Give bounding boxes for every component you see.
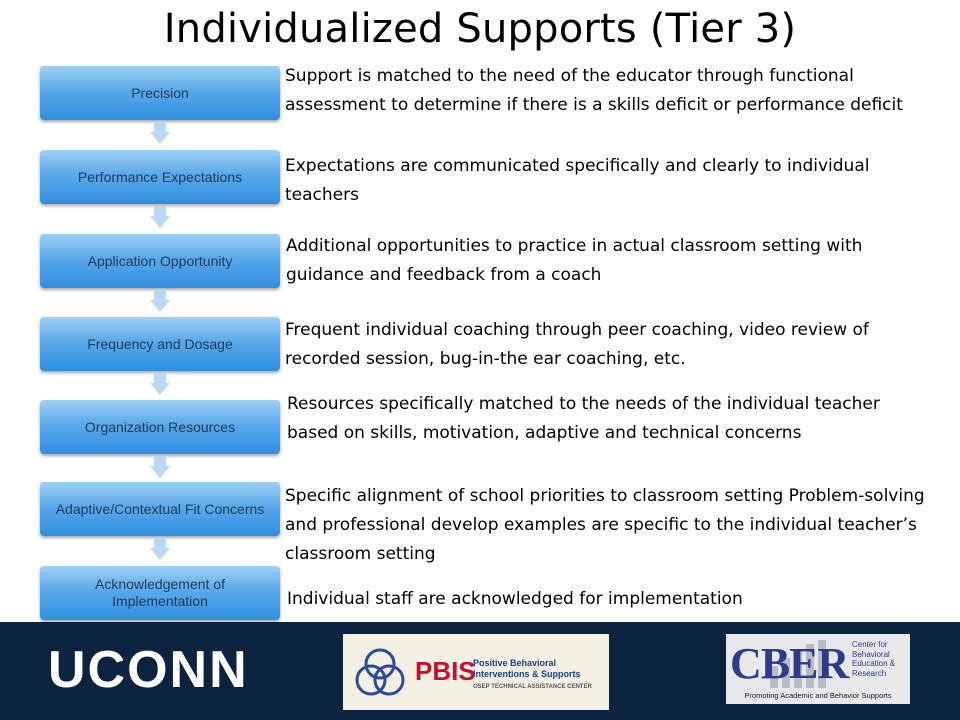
step-box-adaptive-fit: Adaptive/Contextual Fit Concerns (40, 482, 280, 536)
step-box-performance-expectations: Performance Expectations (40, 150, 280, 204)
pbis-line1: Positive Behavioral (473, 658, 557, 668)
step-box-application-opportunity: Application Opportunity (40, 234, 280, 288)
step-box-organization-resources: Organization Resources (40, 400, 280, 454)
step-description-performance-expectations: Expectations are communicated specifically and clearly to individual teachers (285, 156, 870, 205)
step-box-acknowledgement: Acknowledgement of Implementation (40, 566, 280, 620)
cber-acronym: CBER (730, 639, 849, 688)
pbis-acronym: PBIS (415, 656, 476, 686)
down-arrow-icon (150, 538, 170, 560)
down-arrow-icon (150, 206, 170, 228)
step-description-application-opportunity: Additional opportunities to practice in actual classroom setting with guidance and feedback from a coach (286, 236, 863, 285)
step-description-acknowledgement: Individual staff are acknowledged for implementation (287, 589, 743, 609)
pbis-logo (343, 634, 609, 710)
page-title: Individualized Supports (Tier 3) (163, 6, 797, 52)
pbis-rings-icon (351, 644, 409, 702)
cber-tagline: Promoting Academic and Behavior Supports (744, 691, 892, 700)
step-box-frequency-dosage: Frequency and Dosage (40, 317, 280, 371)
pbis-line2: Interventions & Supports (473, 669, 581, 679)
uconn-logo: UCONN (48, 641, 249, 699)
pbis-line3: OSEP TECHNICAL ASSISTANCE CENTER (473, 684, 592, 690)
step-description-organization-resources: Resources specifically matched to the needs of the individual teacher based on skills, motivation, adaptive and technical concerns (287, 394, 880, 443)
step-description-precision: Support is matched to the need of the educator through functional assessment to determine if there is a skills deficit or performance deficit (285, 66, 903, 115)
down-arrow-icon (150, 290, 170, 312)
cber-fullname: Center for Behavioral Education & Research (852, 640, 896, 678)
step-description-frequency-dosage: Frequent individual coaching through peer coaching, video review of recorded session, bug-in-the ear coaching, etc. (285, 320, 869, 369)
cber-logo (726, 634, 910, 704)
down-arrow-icon (150, 122, 170, 144)
down-arrow-icon (150, 456, 170, 478)
step-description-adaptive-fit: Specific alignment of school priorities to classroom setting Problem-solving and professional develop examples are specific to the individual teacher’s classroom setting (285, 486, 925, 564)
down-arrow-icon (150, 373, 170, 395)
step-box-precision: Precision (40, 66, 280, 120)
